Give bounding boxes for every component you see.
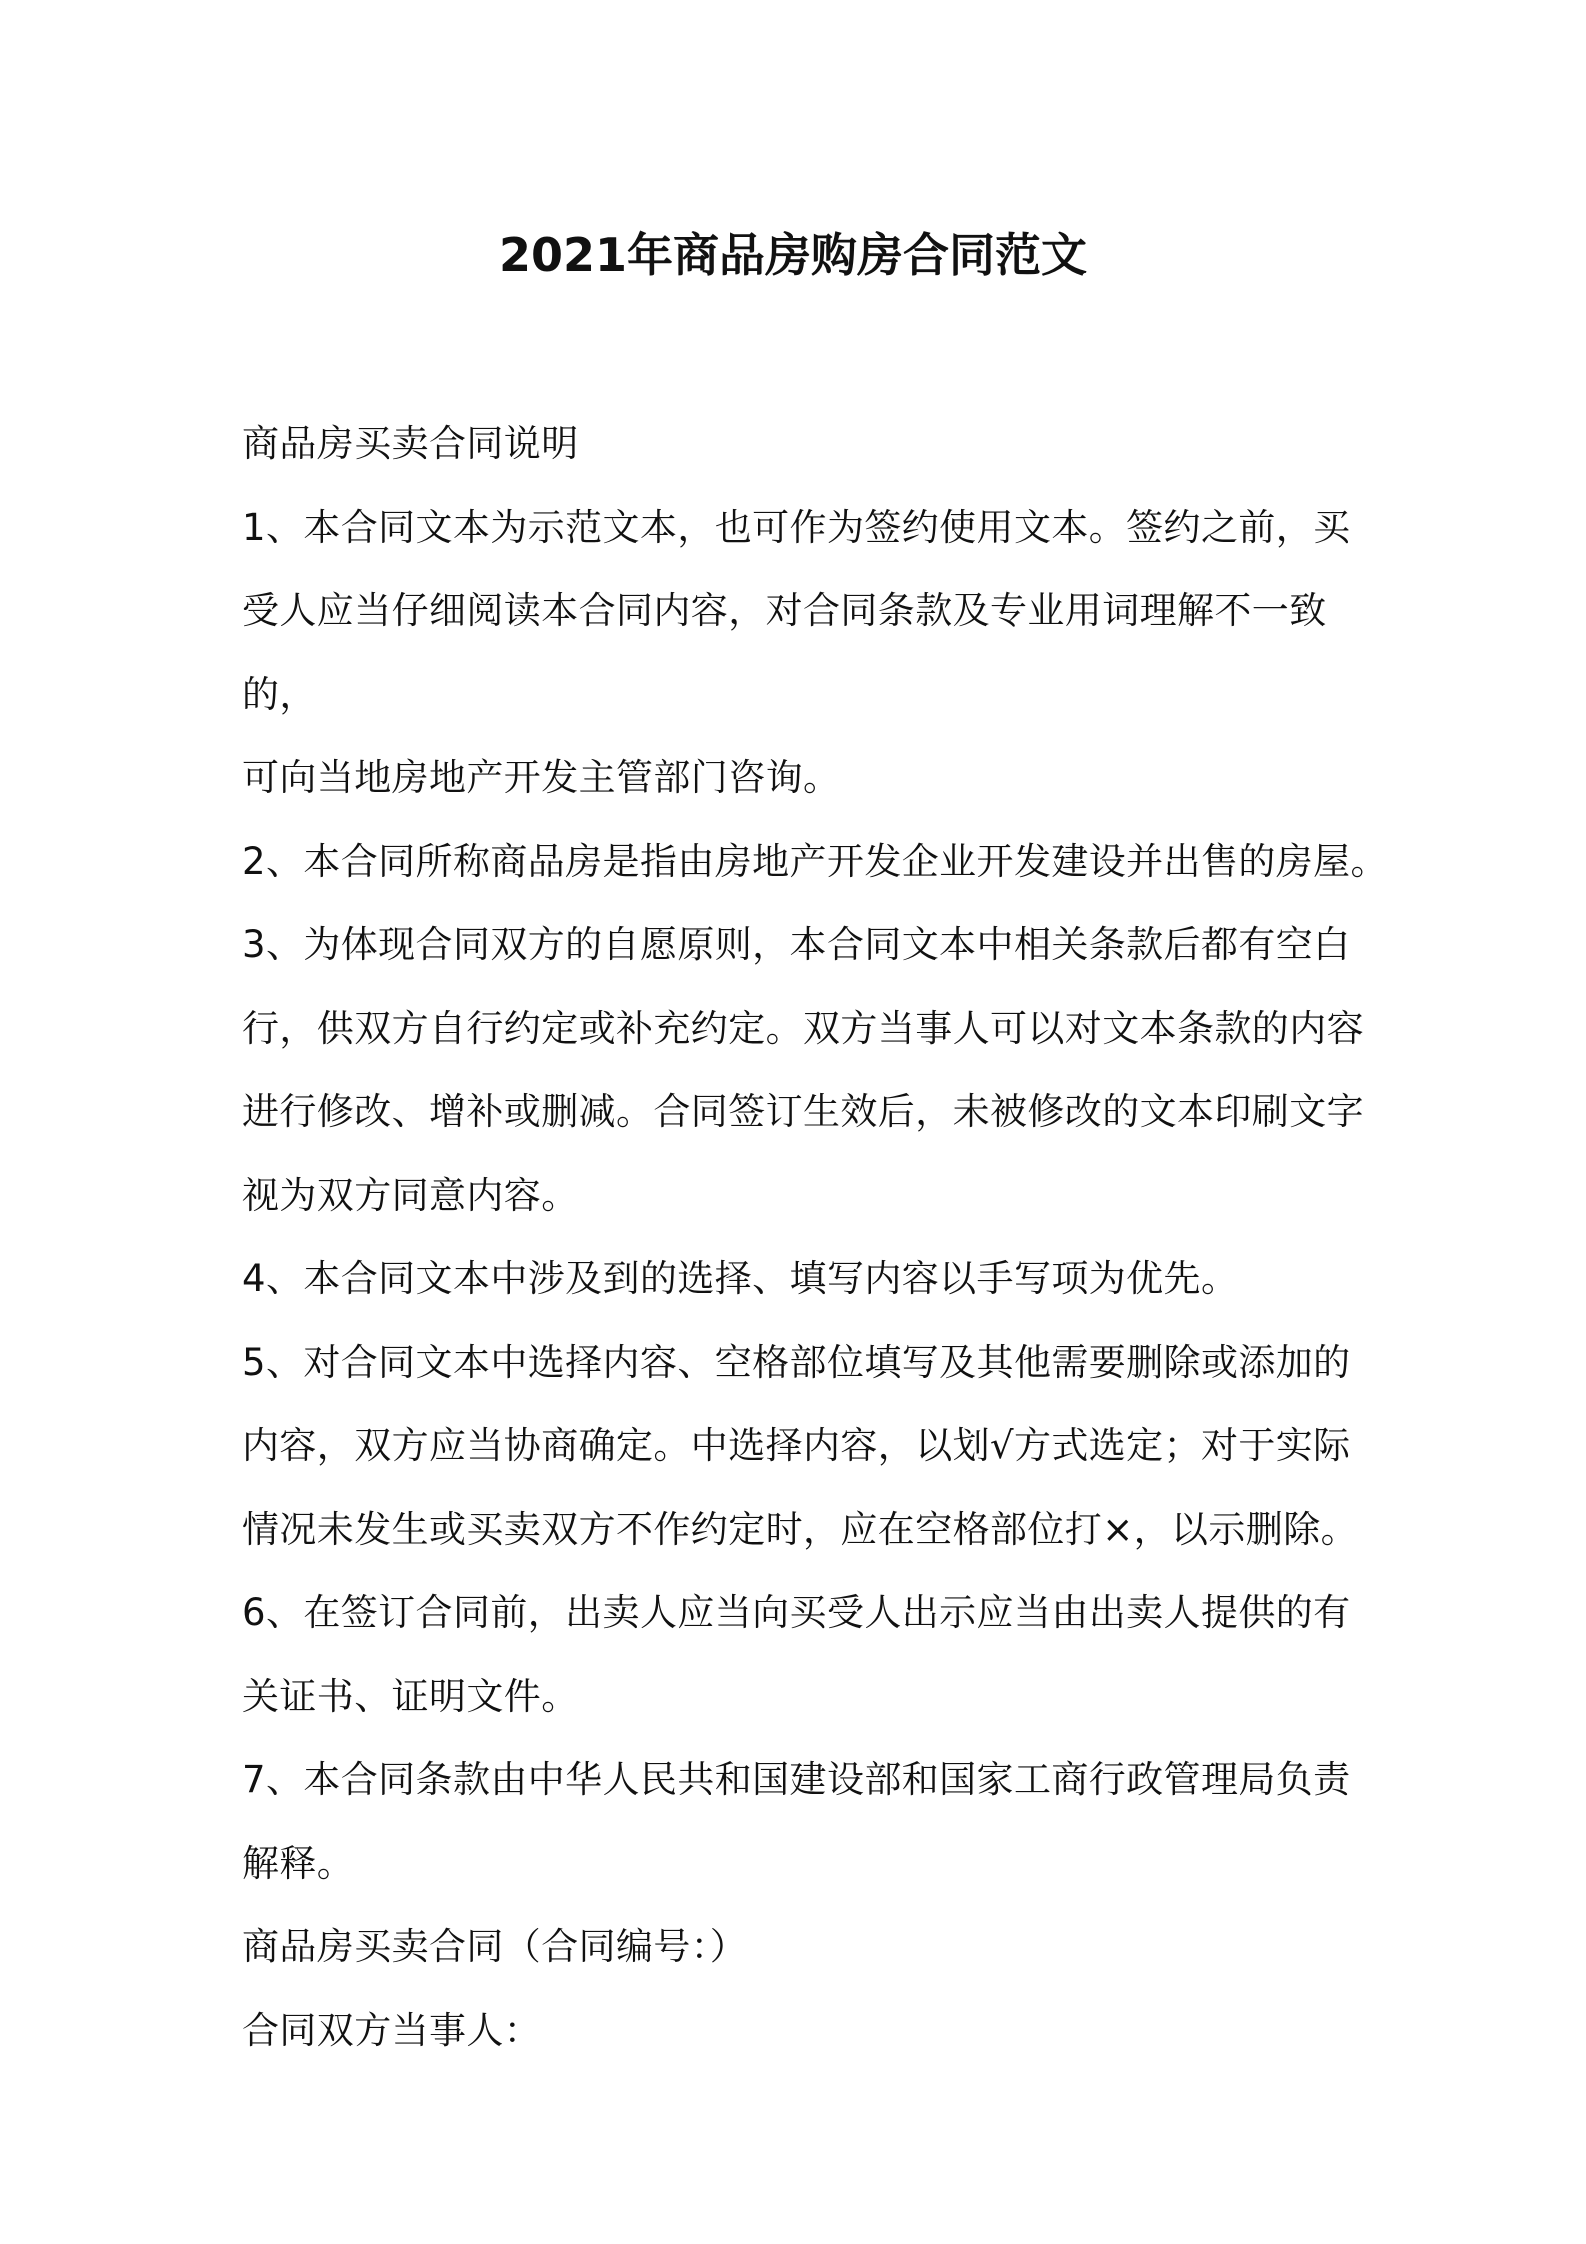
clause-7: 7、本合同条款由中华人民共和国建设部和国家工商行政管理局负责 解释。 — [242, 1758, 1351, 1885]
clause-4: 4、本合同文本中涉及到的选择、填写内容以手写项为优先。 — [242, 1257, 1239, 1300]
clause-3: 3、为体现合同双方的自愿原则，本合同文本中相关条款后都有空白 行，供双方自行约定或补充约定。双方当事人可以对文本条款的内容 进行修改、增补或删减。合同签订生效后，未被修改的文本印刷文字 视为双方同意内容。 — [242, 923, 1364, 1217]
clause-2: 2、本合同所称商品房是指由房地产开发企业开发建设并出售的房屋。 — [242, 839, 1388, 883]
document-title: 2021年商品房购房合同范文 — [498, 228, 1088, 282]
section-heading-contract-notes: 商品房买卖合同说明 — [242, 422, 579, 465]
contract-heading: 商品房买卖合同（合同编号：） — [242, 1925, 748, 1968]
clause-1: 1、本合同文本为示范文本，也可作为签约使用文本。签约之前，买 受人应当仔细阅读本合同内容，对合同条款及专业用词理解不一致的， 可向当地房地产开发主管部门咨询。 — [242, 505, 1351, 799]
clause-6: 6、在签订合同前，出卖人应当向买受人出示应当由出卖人提供的有 关证书、证明文件。 — [242, 1591, 1351, 1718]
parties-heading: 合同双方当事人： — [242, 2008, 542, 2052]
document-body — [242, 402, 1392, 2072]
clause-5: 5、对合同文本中选择内容、空格部位填写及其他需要删除或添加的 内容，双方应当协商确定。中选择内容，以划√方式选定；对于实际 情况未发生或买卖双方不作约定时，应在空格部位打×，以示删除。 — [242, 1340, 1358, 1551]
